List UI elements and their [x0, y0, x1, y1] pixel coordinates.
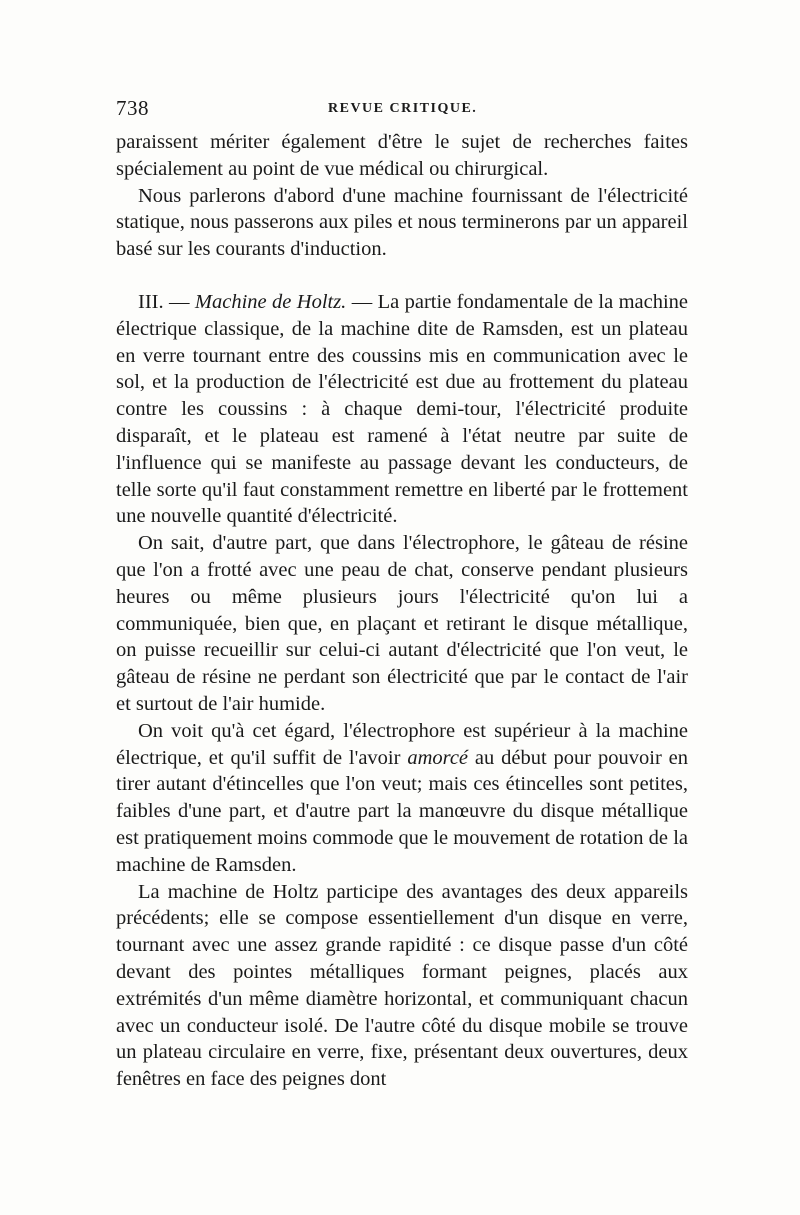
- emphasis-amorce: amorcé: [407, 746, 469, 769]
- paragraph-section-iii: [116, 289, 688, 530]
- paragraph-holtz-machine: La machine de Holtz participe des avantages des deux appareils précédents; elle se compose essentiellement d'un disque en verre, tournant avec une assez grande rapidité : ce disque passe d'un côté devant des pointes métalliques formant peignes, placés aux extrémités d'un même diamètre horizontal, et communiquant chacun avec un conducteur isolé. De l'autre côté du disque mobile se trouve un plateau circulaire en verre, fixe, présentant deux ouvertures, deux fenêtres en face des peignes dont: [116, 880, 688, 1091]
- page-number: 738: [116, 96, 149, 120]
- comparison-text-a: On voit qu'à cet égard, l'électrophore est supérieur à la machine électrique, et qu'il suffit de l'avoir: [116, 719, 688, 769]
- section-number: III. —: [138, 290, 190, 313]
- paragraph-intro: Nous parlerons d'abord d'une machine fournissant de l'électricité statique, nous passerons aux piles et nous terminerons par un appareil basé sur les courants d'induction.: [116, 184, 688, 261]
- comparison-text-b: au début pour pouvoir en tirer autant d'étincelles que l'on veut; mais ces étincelles sont petites, faibles d'une part, et d'autre part la manœuvre du disque métallique est pratiquement moins commode que le mouvement de rotation de la machine de Ramsden.: [116, 746, 689, 876]
- section-title: Machine de Holtz.: [194, 290, 347, 313]
- page-header: [116, 96, 688, 122]
- body-text: [116, 129, 688, 1093]
- paragraph-continuation: paraissent mériter également d'être le sujet de recherches faites spécialement au point de vue médical ou chirurgical.: [116, 131, 688, 180]
- running-head: REVUE CRITIQUE.: [328, 101, 478, 116]
- paragraph-electrophore: On sait, d'autre part, que dans l'électrophore, le gâteau de résine que l'on a frotté avec une peau de chat, conserve pendant plusieurs heures ou même plusieurs jours l'électricité qu'on lui a communiquée, bien que, en plaçant et retirant le disque métallique, on puisse recueillir sur celui-ci autant d'électricité que l'on veut, le gâteau de résine ne perdant son électricité que par le contact de l'air et surtout de l'air humide.: [116, 532, 688, 715]
- paragraph-comparison: [116, 718, 688, 879]
- section-text: — La partie fondamentale de la machine électrique classique, de la machine dite de Ramsden, est un plateau en verre tournant entre des coussins mis en communication avec le sol, et la production de l'électricité est due au frottement du plateau contre les coussins : à chaque demi-tour, l'électricité produite disparaît, et le plateau est ramené à l'état neutre par suite de l'influence qui se manifeste au passage devant les conducteurs, de telle sorte qu'il faut constamment remettre en liberté par le frottement une nouvelle quantité d'électricité.: [116, 290, 689, 528]
